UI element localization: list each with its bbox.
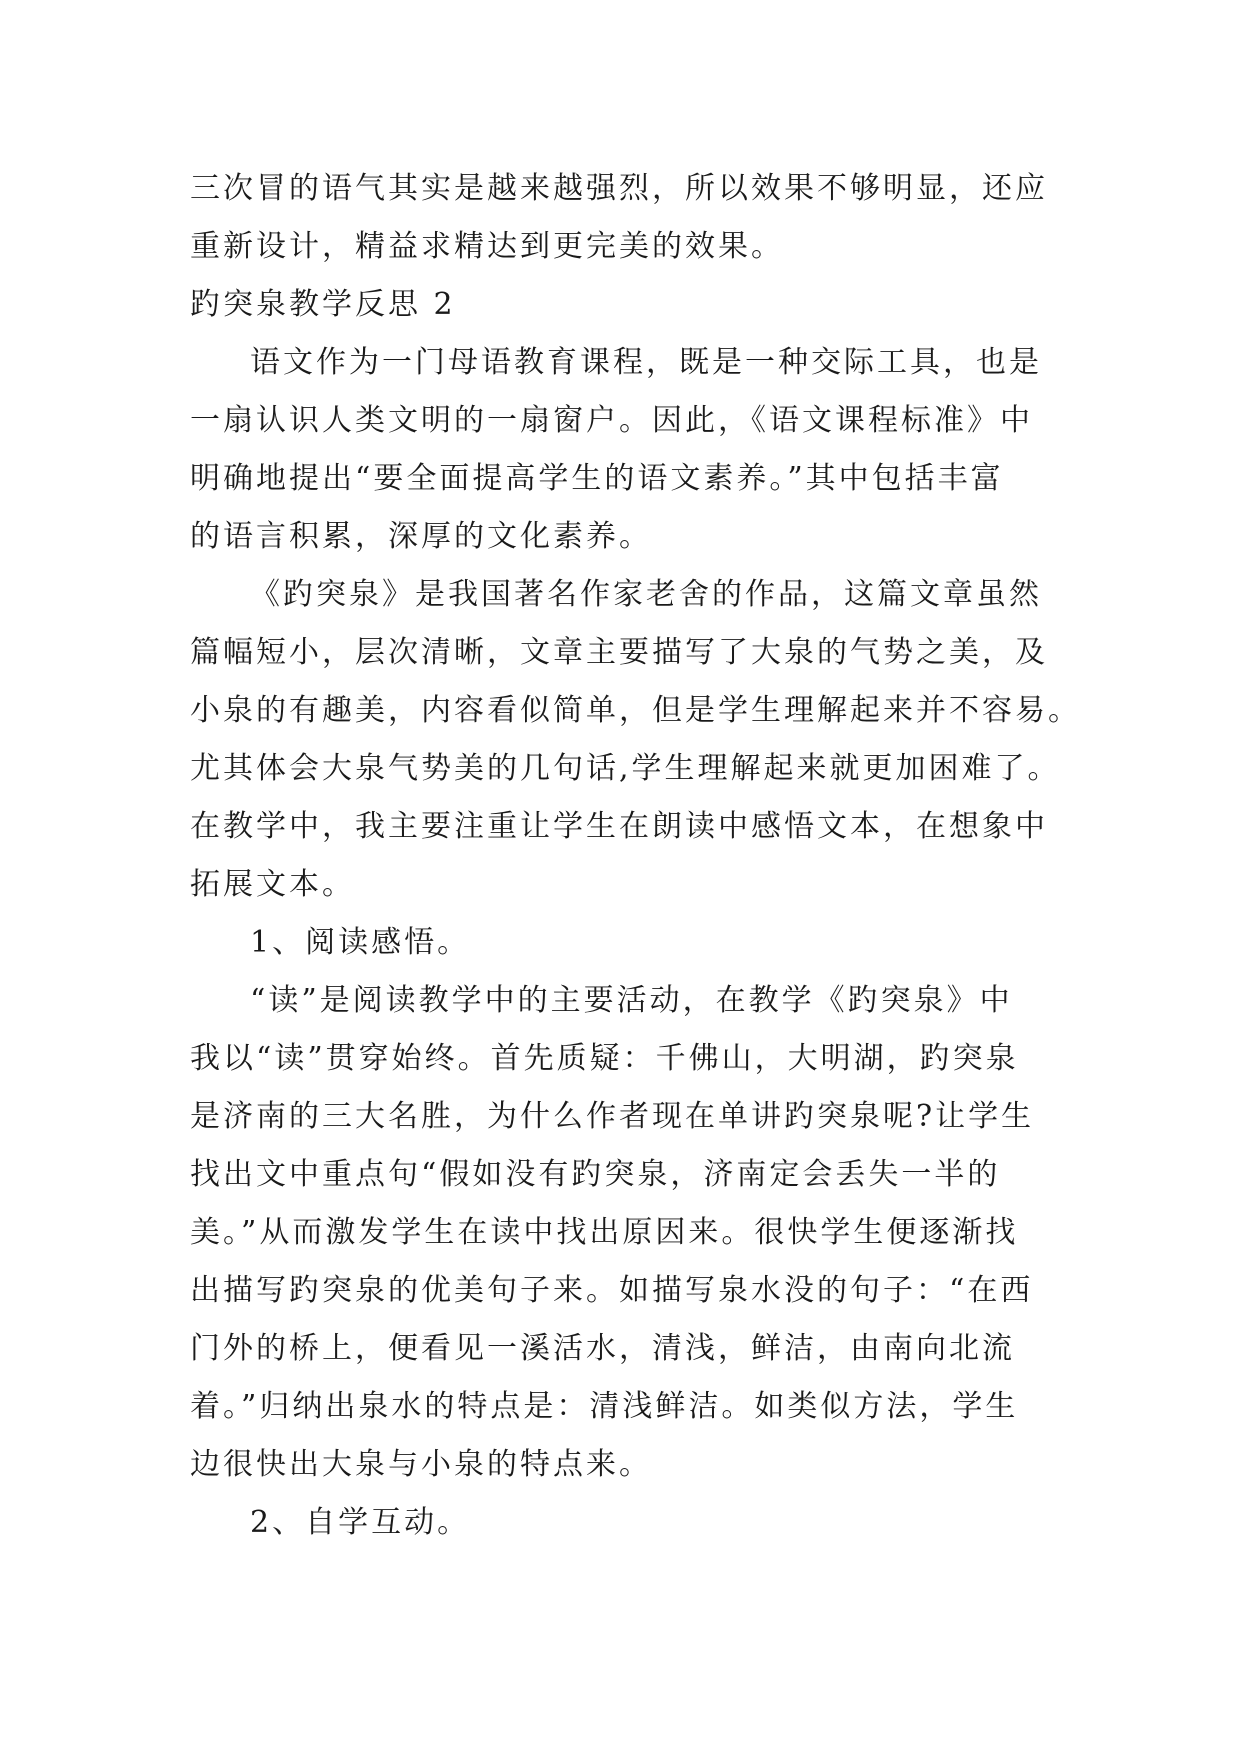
body-line: 找出文中重点句“假如没有趵突泉，济南定会丢失一半的 <box>190 1157 1001 1192</box>
body-line: 语文作为一门母语教育课程，既是一种交际工具，也是 <box>250 345 1042 380</box>
subsection-heading: 1、阅读感悟。 <box>250 925 471 960</box>
subsection-heading: 2、自学互动。 <box>250 1505 471 1540</box>
body-line: 拓展文本。 <box>190 867 355 902</box>
body-line: 小泉的有趣美，内容看似简单，但是学生理解起来并不容易。 <box>190 693 1081 728</box>
body-line: 明确地提出“要全面提高学生的语文素养。”其中包括丰富 <box>190 461 1004 496</box>
body-line: “读”是阅读教学中的主要活动，在教学《趵突泉》中 <box>250 983 1013 1018</box>
body-line: 美。”从而激发学生在读中找出原因来。很快学生便逐渐找 <box>190 1215 1019 1250</box>
body-line: 我以“读”贯穿始终。首先质疑：千佛山，大明湖，趵突泉 <box>190 1041 1019 1076</box>
body-line: 重新设计，精益求精达到更完美的效果。 <box>190 229 784 264</box>
body-line: 的语言积累，深厚的文化素养。 <box>190 519 652 554</box>
body-line: 尤其体会大泉气势美的几句话,学生理解起来就更加困难了。 <box>190 751 1061 786</box>
body-line: 门外的桥上，便看见一溪活水，清浅，鲜洁，由南向北流 <box>190 1331 1015 1366</box>
body-line: 着。”归纳出泉水的特点是：清浅鲜洁。如类似方法，学生 <box>190 1389 1019 1424</box>
body-line: 篇幅短小，层次清晰，文章主要描写了大泉的气势之美，及 <box>190 635 1048 670</box>
body-line: 《趵突泉》是我国著名作家老舍的作品，这篇文章虽然 <box>250 577 1042 612</box>
body-line: 出描写趵突泉的优美句子来。如描写泉水没的句子：“在西 <box>190 1273 1034 1308</box>
document-body <box>190 160 1081 1552</box>
section-heading: 趵突泉教学反思 2 <box>190 287 456 322</box>
body-line: 是济南的三大名胜，为什么作者现在单讲趵突泉呢?让学生 <box>190 1099 1035 1134</box>
body-line: 边很快出大泉与小泉的特点来。 <box>190 1447 652 1482</box>
body-line: 一扇认识人类文明的一扇窗户。因此，《语文课程标准》中 <box>190 403 1033 438</box>
body-line: 在教学中，我主要注重让学生在朗读中感悟文本，在想象中 <box>190 809 1048 844</box>
body-line: 三次冒的语气其实是越来越强烈，所以效果不够明显，还应 <box>190 171 1048 206</box>
